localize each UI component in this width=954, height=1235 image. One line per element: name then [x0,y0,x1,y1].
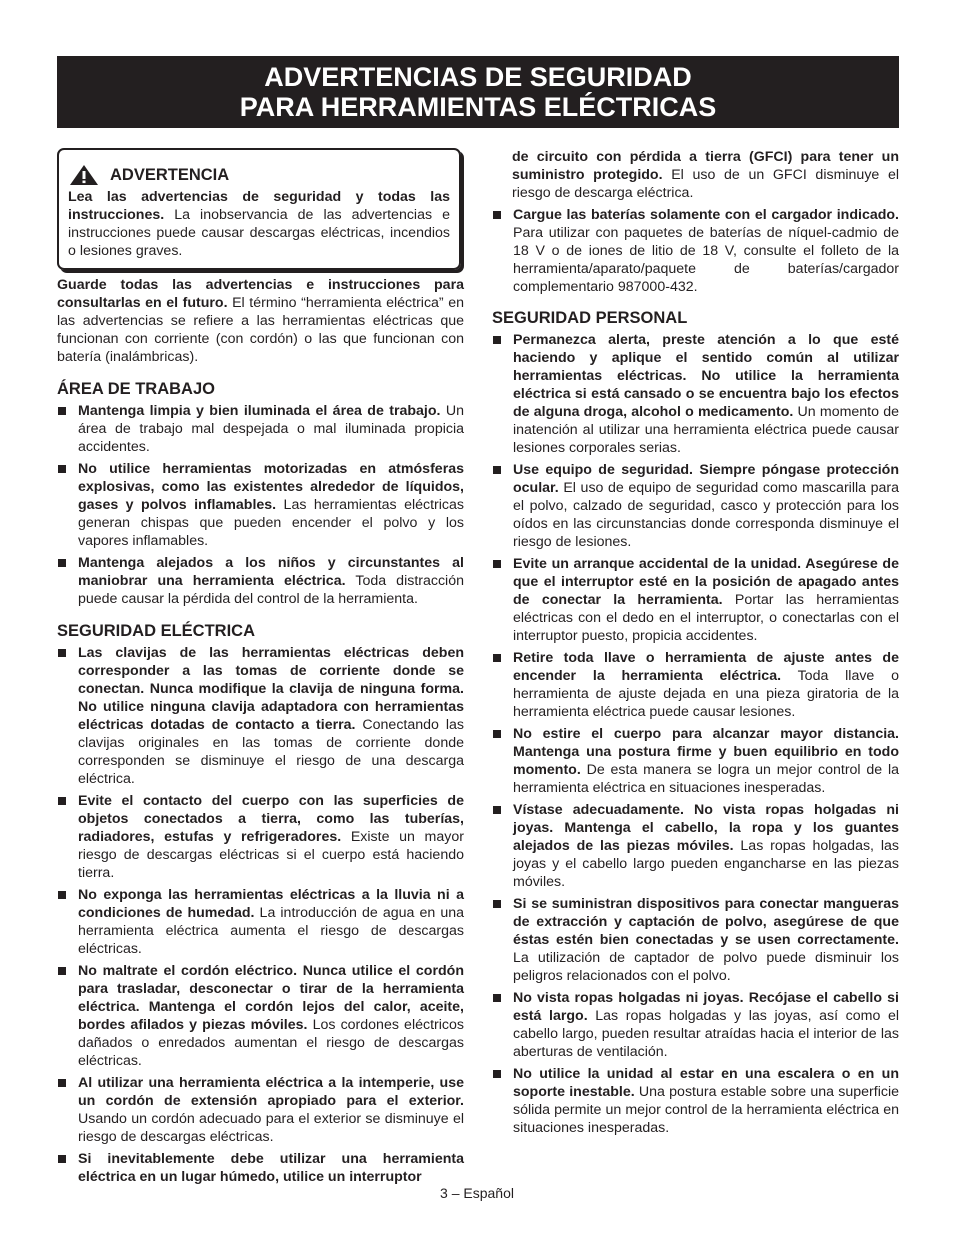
electrical-list [57,644,464,1186]
intro-bold: Guarde todas las advertencias e instrucciones para consultarlas en el futuro. [57,277,464,311]
intro-paragraph [57,276,464,366]
item-text: Para utilizar con paquetes de baterías de níquel-cadmio de 18 V o de iones de litio de 18 V, consulte el folleto de la herramienta/aparato/paquete de baterías/cargador complementario 987000-432. [513,225,899,295]
item-text: Los cordones eléctricos dañados o enredados aumentan el riesgo de descargas eléctricas. [78,1017,464,1069]
item-bold: Si se suministran dispositivos para conectar mangueras de extracción y captación de polvo, asegúrese de que éstas estén bien conectadas y se usen correctamente. [513,896,899,948]
warning-header [68,164,450,186]
item-text: Las herramientas eléctricas generan chispas que pueden encender el polvo y los vapores inflamables. [78,497,464,549]
list-item [57,554,464,608]
list-item [492,989,899,1061]
item-text: La utilización de captador de polvo puede disminuir los peligros relacionados con el polvo. [513,950,899,984]
item-bold: No vista ropas holgadas ni joyas. Recójase el cabello si está largo. [513,990,899,1024]
item-text: El uso de equipo de seguridad como mascarilla para el polvo, calzado de seguridad, casco y protección para los oídos en las circunstancias donde corresponda disminuye el riesgo de lesiones. [513,480,899,550]
item-text: Las ropas holgadas, las joyas y el cabello largo pueden engancharse en las piezas móviles. [513,838,899,890]
item-text: El uso de un GFCI disminuye el riesgo de descarga eléctrica. [512,167,899,201]
item-text: Una postura estable sobre una superficie sólida permite un mejor control de la herramienta eléctrica en situaciones inesperadas. [513,1084,899,1136]
warning-text [68,188,450,260]
page-title-line-2: PARA HERRAMIENTAS ELÉCTRICAS [239,92,717,122]
item-bold: Las clavijas de las herramientas eléctricas deben corresponder a las tomas de corriente donde se conectan. Nunca modifique la clavija de ninguna forma. No utilice ninguna clavija adaptadora con herramientas eléctricas dotadas de contacto a tierra. [78,645,464,733]
page-title-banner [57,56,899,128]
list-item [492,725,899,797]
item-bold: Mantenga limpia y bien iluminada el área de trabajo. [78,403,441,419]
work-area-list [57,402,464,608]
section-heading-work-area: ÁREA DE TRABAJO [57,380,215,398]
right-column [492,148,899,1141]
list-item [492,331,899,457]
warning-text-bold: Lea las advertencias de seguridad y todas las instrucciones. [68,189,450,223]
left-column [57,148,464,1190]
list-item [492,895,899,985]
warning-box [57,148,461,270]
item-text: Portar las herramientas eléctricas con el dedo en el interruptor, o conectarlas con el interruptor puesto, propicia accidentes. [513,592,899,644]
warning-title: ADVERTENCIA [110,166,230,184]
item-text: Un momento de inatención al utilizar una herramienta eléctrica puede causar lesiones corporales serias. [513,404,899,456]
list-item [57,886,464,958]
intro-body: El término “herramienta eléctrica” en las advertencias se refiere a las herramientas eléctricas que funcionan con corriente (con cordón) o las que funcionan con batería (inalámbricas). [57,295,464,365]
page-title-line-1: ADVERTENCIAS DE SEGURIDAD [264,62,692,92]
list-item [57,402,464,456]
section-heading-personal: SEGURIDAD PERSONAL [492,309,688,327]
item-bold: Vístase adecuadamente. No vista ropas holgadas ni joyas. Mantenga el cabello, la ropa y los guantes alejados de las piezas móviles. [513,802,899,854]
list-item [57,792,464,882]
section-heading-electrical: SEGURIDAD ELÉCTRICA [57,622,256,640]
item-text: Un área de trabajo mal despejada o mal iluminada propicia accidentes. [78,403,464,455]
warning-text-body: La inobservancia de las advertencias e instrucciones puede causar descargas eléctricas, incendios o lesiones graves. [68,207,450,259]
item-bold: Cargue las baterías solamente con el cargador indicado. [513,207,899,223]
item-text: Existe un mayor riesgo de descargas eléctricas si el cuerpo está haciendo tierra. [78,829,464,881]
list-item [57,1150,464,1186]
personal-list [492,331,899,1137]
warning-triangle-icon [69,164,99,186]
list-item [57,962,464,1070]
list-item [492,801,899,891]
item-bold: Evite el contacto del cuerpo con las superficies de objetos conectados a tierra, como las tuberías, radiadores, estufas y refrigeradores. [78,793,464,845]
item-text: La introducción de agua en una herramienta eléctrica aumenta el riesgo de descargas eléctricas. [78,905,464,957]
item-text: Toda distracción puede causar la pérdida del control de la herramienta. [78,573,464,607]
page-number: 3 – Español [440,1185,514,1201]
item-bold: Mantenga alejados a los niños y circunstantes al maniobrar una herramienta eléctrica. [78,555,464,589]
item-bold: No utilice la unidad al estar en una escalera o en un soporte inestable. [513,1066,899,1100]
list-item [492,649,899,721]
list-item-continued [492,148,899,202]
list-item [492,206,899,296]
item-bold: No maltrate el cordón eléctrico. Nunca utilice el cordón para trasladar, desconectar o tirar de la herramienta eléctrica. Mantenga el cordón lejos del calor, aceite, bordes afilados y piezas móviles. [78,963,464,1033]
list-item [492,555,899,645]
item-bold: No exponga las herramientas eléctricas a la lluvia ni a condiciones de humedad. [78,887,464,921]
item-bold: No estire el cuerpo para alcanzar mayor distancia. Mantenga una postura firme y buen equilibrio en todo momento. [513,726,899,778]
item-bold: Al utilizar una herramienta eléctrica a la intemperie, use un cordón de extensión apropiado para el exterior. [78,1075,464,1109]
list-item [57,644,464,788]
item-text: De esta manera se logra un mejor control de la herramienta eléctrica en situaciones inesperadas. [513,762,899,796]
list-item [57,460,464,550]
item-bold: Si inevitablemente debe utilizar una herramienta eléctrica en un lugar húmedo, utilice un interruptor [78,1151,464,1185]
item-text: Usando un cordón adecuado para el exterior se disminuye el riesgo de descargas eléctricas. [78,1111,464,1145]
item-text: Las ropas holgadas y las joyas, así como el cabello largo, pueden resultar atraídas hacia el interior de las aberturas de ventilación. [513,1008,899,1060]
item-bold: de circuito con pérdida a tierra (GFCI) para tener un suministro protegido. [512,149,899,183]
list-item [492,461,899,551]
item-bold: Retire toda llave o herramienta de ajuste antes de encender la herramienta eléctrica. [513,650,899,684]
item-bold: No utilice herramientas motorizadas en atmósferas explosivas, como las existentes alrededor de líquidos, gases y polvos inflamables. [78,461,464,513]
list-item [57,1074,464,1146]
item-bold: Evite un arranque accidental de la unidad. Asegúrese de que el interruptor esté en la posición de apagado antes de conectar la herramienta. [513,556,899,608]
item-text: Toda llave o herramienta de ajuste dejada en una pieza giratoria de la herramienta eléctrica puede causar lesiones. [513,668,900,720]
electrical-list-continued [492,148,899,296]
item-bold: Permanezca alerta, preste atención a lo que esté haciendo y aplique el sentido común al utilizar herramientas eléctricas. No utilice la herramienta eléctrica si está cansado o se encuentra bajo los efectos de alguna droga, alcohol o medicamento. [513,332,899,420]
item-text: Conectando las clavijas originales en las tomas de corriente donde corresponden se disminuye el riesgo de una descarga eléctrica. [78,717,464,787]
list-item [492,1065,899,1137]
item-bold: Use equipo de seguridad. Siempre póngase protección ocular. [513,462,899,496]
